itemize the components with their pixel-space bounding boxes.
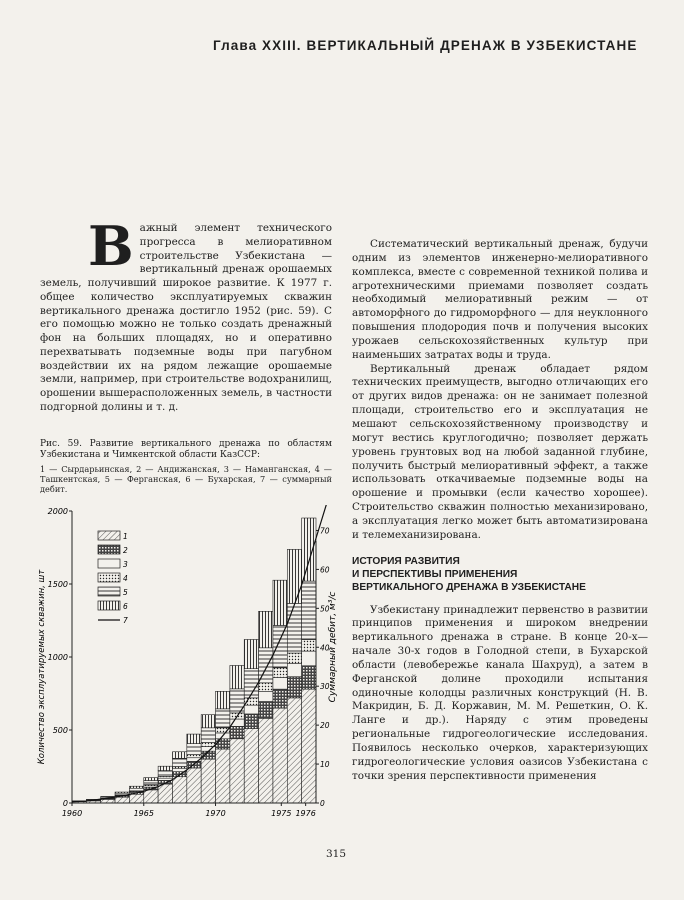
y2-tick-label: 20 [320,721,330,731]
chart-svg [30,505,340,825]
bar-segment [201,715,215,728]
legend-label: 7 [123,616,128,625]
bar-segment [244,705,258,714]
bar-segment [259,702,273,719]
legend-label: 6 [123,602,128,611]
bar-segment [244,714,258,729]
x-tick-label: 1976 [295,809,316,818]
y2-axis-label: Суммарный дебит, м³/с [328,591,338,703]
bar-segment [287,677,301,698]
bar-segment [172,758,186,766]
bar-segment [101,799,115,803]
x-tick-label: 1960 [61,809,83,818]
bar-segment [259,718,273,803]
bar-segment [172,777,186,803]
left-column [40,214,332,415]
bar-segment [244,639,258,668]
bar-segment [230,726,244,738]
bar-segment [302,639,316,651]
legend-swatch [98,531,120,540]
bar-segment [273,625,287,667]
section-heading [352,555,648,594]
y2-tick-label: 60 [320,565,330,575]
y-tick-label: 2000 [47,507,68,516]
bar-segment [287,653,301,664]
figure-caption [40,439,332,494]
legend-label: 4 [123,574,128,583]
y-tick-label: 500 [52,726,68,735]
page-number: 315 [326,848,347,860]
bar-segment [187,755,201,758]
bar-segment [287,603,301,653]
bar-segment [230,665,244,688]
x-tick-label: 1970 [205,809,226,818]
legend-swatch [98,601,120,610]
legend-label: 3 [123,560,128,569]
bar-segment [201,728,215,743]
legend-label: 5 [123,588,128,597]
x-tick-label: 1975 [271,809,292,818]
section-heading-line-3: ВЕРТИКАЛЬНОГО ДРЕНАЖА В УЗБЕКИСТАНЕ [352,581,586,593]
bar-segment [158,784,172,803]
bar-segment [230,719,244,726]
drop-cap: В [88,214,134,278]
bar-segment [273,668,287,678]
bar-segment [144,790,158,803]
bar-segment [302,518,316,581]
bar-segment [144,778,158,781]
y-tick-label: 1500 [47,580,68,589]
bar-segment [302,666,316,689]
bar-segment [201,759,215,803]
bar-segment [172,766,186,768]
bar-segment [129,786,143,788]
section-heading-line-2: И ПЕРСПЕКТИВЫ ПРИМЕНЕНИЯ [352,568,518,580]
caption-title: Рис. 59. Развитие вертикального дренажа по областям Узбекистана и Чимкентской области КазССР: [40,439,332,460]
bar-segment [216,749,230,803]
y2-tick-label: 0 [320,799,325,808]
section-heading-line-1: ИСТОРИЯ РАЗВИТИЯ [352,555,460,567]
bar-segment [187,768,201,803]
bar-segment [158,766,172,770]
y2-tick-label: 70 [320,526,330,536]
bar-segment [287,549,301,603]
bar-segment [129,794,143,803]
bar-segment [259,611,273,648]
right-paragraph-3: Узбекистану принадлежит первенство в развитии принципов применения и широком внедрении вертикального дренажа в стране. В конце 20-х—начале 30-х годов в Голодной степи, в Бухарской области (левобережье канала Шахруд), а затем в Ферганской долине проходили испытания одиночные колодцы различных конструкций (Н. В. Макридин, Б. Д. Коржавин, М. М. Решеткин, О. К. Ланге и др.). Наряду с этим проведены региональные гидрогеологические исследования. Появилось несколько очерков, характеризующих гидрогеологические условия оазисов Узбекистана с точки зрения перспективности применения [352,603,648,782]
y2-tick-label: 30 [320,682,330,692]
bar-segment [302,581,316,639]
legend-swatch [98,573,120,582]
bar-segment [216,709,230,728]
y2-tick-label: 10 [320,760,330,770]
bar-segment [158,771,172,777]
chapter-header: Глава XXIII. ВЕРТИКАЛЬНЫЙ ДРЕНАЖ В УЗБЕКИСТАНЕ [213,38,638,53]
bar-segment [115,797,129,803]
y-tick-label: 0 [62,799,68,808]
bar-segment [302,689,316,803]
intro-paragraph: ажный элемент технического прогресса в мелиоративном строительстве Узбекистана — вертикальный дренаж орошаемых земель, получивший широкое развитие. К 1977 г. общее количество эксплуатируемых скважин вертикального дренажа достигло 1952 (рис. 59). С его помощью можно не только создать дренажный фон на больших площадях, но и оперативно перехватывать подземные воды при пагубном воздействии их на рядом лежащие орошаемые земли, например, при строительстве водохранилищ, орошении вышерасположенных земель, в частности подгорной долины и т. д. [40,222,332,413]
bar-segment [216,691,230,709]
y2-tick-label: 40 [320,643,330,653]
legend-label: 2 [123,546,128,555]
bar-segment [216,739,230,749]
legend-swatch [98,587,120,596]
drainage-chart [30,505,340,825]
bar-segment [187,744,201,755]
y-axis-label: Количество эксплуатируемых скважин, шт [37,569,47,765]
caption-legend: 1 — Сырдарьинская, 2 — Андижанская, 3 — Наманганская, 4 — Ташкентская, 5 — Ферганская, 6 — Бухарская, 7 — суммарный дебит. [40,464,332,494]
bar-segment [287,698,301,803]
bar-segment [144,781,158,785]
y-tick-label: 1000 [47,653,68,662]
right-paragraph-1: Систематический вертикальный дренаж, будучи одним из элементов инженерно-мелиоративного комплекса, вместе с современной техникой полива и агротехническими приемами позволяет создать необходимый мелиоративный режим — от автоморфного до гидроморфного — для неуклонного повышения плодородия почв и получения высоких урожаев сельскохозяйственных культур при наименьших затратах воды и труда. [352,238,648,361]
bar-segment [115,792,129,793]
right-paragraph-2: Вертикальный дренаж обладает рядом технических преимуществ, выгодно отличающих его от других видов дренажа: он не занимает полезной площади, строительство его и эксплуатация не мешают сельскохозяйственному производству и могут вестись круглогодично; позволяет держать уровень грунтовых вод на любой заданной глубине, получить быстрый мелиоративный эффект, а также использовать откачиваемые подземные воды на орошение и промывки (если качество хорошее). Строительство скважин полностью механизировано, а эксплуатация легко может быть автоматизирована и телемеханизирована. [352,362,648,541]
bar-segment [244,729,258,803]
legend-label: 1 [123,532,128,541]
bar-segment [302,651,316,666]
legend-swatch [98,545,120,554]
bar-segment [273,689,287,708]
bar-segment [259,691,273,701]
bar-segment [273,677,287,689]
bar-segment [201,751,215,759]
bar-segment [287,664,301,677]
bar-segment [273,580,287,625]
x-tick-label: 1965 [133,809,154,818]
bar-segment [259,683,273,691]
bar-segment [230,739,244,803]
legend-swatch [98,559,120,568]
bar-segment [129,788,143,791]
bar-segment [273,708,287,803]
bar-segment [187,734,201,743]
y2-tick-label: 50 [320,604,330,614]
bar-segment [172,752,186,759]
right-column [352,238,648,784]
